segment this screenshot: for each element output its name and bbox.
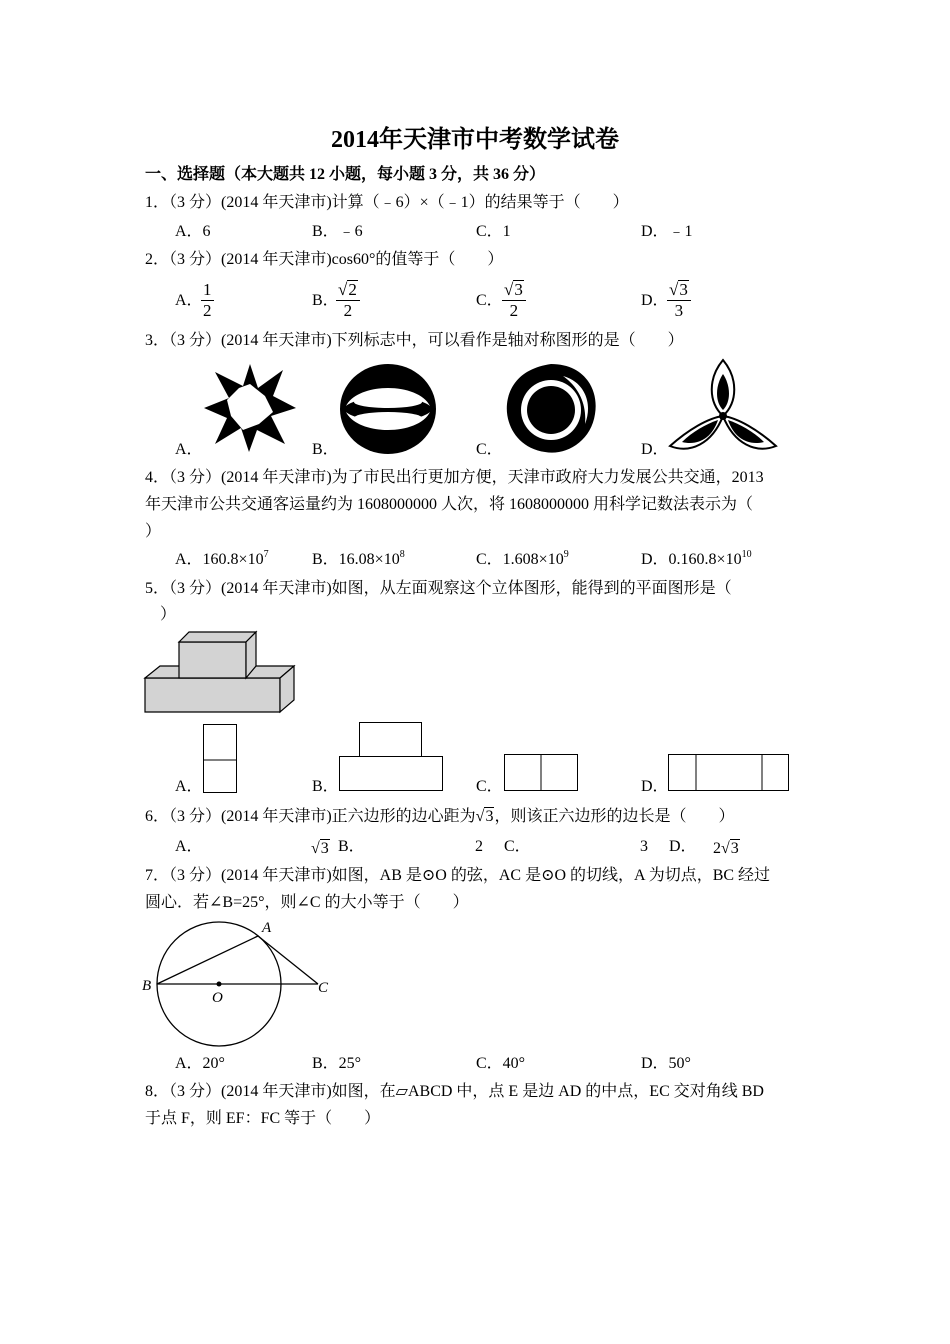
q2-fraction-c <box>502 280 526 321</box>
denominator: 2 <box>343 301 353 320</box>
question-5-line1: 5．（3 分）(2014 年天津市)如图，从左面观察这个立体图形，能得到的平面图形是（ <box>145 580 732 597</box>
logo-a-star-pinwheel <box>203 362 297 454</box>
question-4-line3: ） <box>145 523 162 540</box>
q5-label-c: C． <box>476 778 503 795</box>
question-5-line2: ） <box>160 606 177 623</box>
q4-option-a <box>175 549 269 568</box>
q3-label-d: D． <box>641 441 669 458</box>
q6-value-a <box>311 839 330 858</box>
q3-label-a: A． <box>175 441 203 458</box>
radicand: 3 <box>514 280 523 299</box>
question-6 <box>145 807 734 826</box>
q6-label-a: A． <box>175 838 203 855</box>
q6-label-b: B． <box>338 838 365 855</box>
denominator: 3 <box>674 301 684 320</box>
radicand: 2 <box>348 280 357 299</box>
question-7-line2: 圆心．若∠B=25°，则∠C 的大小等于（ ） <box>145 894 469 911</box>
logo-c-swirl-circle <box>503 362 599 456</box>
logo-d-three-petals <box>668 358 778 456</box>
q2-fraction-b <box>336 280 360 321</box>
q5-view-d <box>668 754 792 792</box>
sqrt-sign: √ <box>311 840 320 857</box>
question-7-line1: 7．（3 分）(2014 年天津市)如图，AB 是⊙O 的弦，AC 是⊙O 的切线，A 为切点，BC 经过 <box>145 867 771 884</box>
q2-label-d: D． <box>641 292 669 309</box>
q6-label-c: C． <box>504 838 531 855</box>
q4-option-b <box>312 549 405 568</box>
question-4-line2: 年天津市公共交通客运量约为 1608000000 人次，将 1608000000 用科学记数法表示为（ <box>145 496 754 513</box>
option-text: C．1.608×10 <box>476 551 564 568</box>
sqrt-sign: √ <box>504 280 514 299</box>
q1-option-b: B．﹣6 <box>312 223 363 240</box>
question-2: 2．（3 分）(2014 年天津市)cos60°的值等于（ ） <box>145 251 504 268</box>
q6-value-d <box>713 839 740 858</box>
q7-option-a: A．20° <box>175 1055 225 1072</box>
sqrt-sign: √ <box>475 808 485 825</box>
question-8-line2: 于点 F，则 EF：FC 等于（ ） <box>145 1110 381 1127</box>
sqrt-sign: √ <box>338 280 348 299</box>
q5-label-b: B． <box>312 778 339 795</box>
exponent: 10 <box>741 549 752 560</box>
denominator: 2 <box>203 301 212 320</box>
radicand: 3 <box>485 808 494 825</box>
numerator <box>336 280 360 301</box>
q2-fraction-d <box>667 280 691 321</box>
sqrt-sign: √ <box>721 840 730 857</box>
section-heading: 一、选择题（本大题共 12 小题，每小题 3 分，共 36 分） <box>145 166 546 183</box>
q1-option-c: C．1 <box>476 223 511 240</box>
q2-label-a: A． <box>175 292 203 309</box>
question-8-line1: 8．（3 分）(2014 年天津市)如图，在▱ABCD 中，点 E 是边 AD 的中点，EC 交对角线 BD <box>145 1083 764 1100</box>
sqrt-sign: √ <box>669 280 679 299</box>
q2-fraction-a <box>201 280 214 321</box>
option-text: D．0.160.8×10 <box>641 551 742 568</box>
q6-label-d: D． <box>669 838 697 855</box>
q6-stem-post: ，则该正六边形的边长是（ ） <box>494 808 735 825</box>
denominator: 2 <box>509 301 519 320</box>
q3-label-c: C． <box>476 441 503 458</box>
q2-label-c: C． <box>476 292 503 309</box>
q1-option-a: A．6 <box>175 223 211 240</box>
page-title: 2014年天津市中考数学试卷 <box>331 127 619 153</box>
q6-value-b: 2 <box>475 838 483 855</box>
numerator: 1 <box>203 280 212 299</box>
question-1: 1．（3 分）(2014 年天津市)计算（﹣6）×（﹣1）的结果等于（ ） <box>145 194 629 211</box>
exponent: 7 <box>263 549 269 560</box>
q2-label-b: B． <box>312 292 339 309</box>
radicand: 3 <box>320 840 329 857</box>
q1-option-d: D．﹣1 <box>641 223 693 240</box>
radicand: 3 <box>730 840 739 857</box>
q6-stem-pre: 6．（3 分）(2014 年天津市)正六边形的边心距为 <box>145 808 476 825</box>
solid-figure <box>144 630 296 716</box>
q5-label-d: D． <box>641 778 669 795</box>
q4-option-c <box>476 549 569 568</box>
point-b-label: B <box>142 978 152 994</box>
numerator <box>667 280 691 301</box>
option-text: A．160.8×10 <box>175 551 264 568</box>
q5-view-c <box>504 754 580 792</box>
point-o-label: O <box>212 990 223 1006</box>
q7-option-c: C．40° <box>476 1055 526 1072</box>
numerator <box>502 280 526 301</box>
q3-label-b: B． <box>312 441 339 458</box>
q5-view-a <box>203 724 239 794</box>
exponent: 8 <box>399 549 405 560</box>
q7-option-d: D．50° <box>641 1055 691 1072</box>
radicand: 3 <box>679 280 688 299</box>
logo-b-ellipse-rings <box>338 362 438 456</box>
option-text: B．16.08×10 <box>312 551 400 568</box>
question-3: 3．（3 分）(2014 年天津市)下列标志中，可以看作是轴对称图形的是（ ） <box>145 332 684 349</box>
q4-option-d <box>641 549 752 568</box>
q5-view-b <box>339 722 445 792</box>
q5-label-a: A． <box>175 778 203 795</box>
point-c-label: C <box>318 980 329 996</box>
point-a-label: A <box>262 920 272 936</box>
circle-tangent-figure <box>140 918 340 1048</box>
q6-value-c: 3 <box>640 838 648 855</box>
question-4-line1: 4．（3 分）(2014 年天津市)为了市民出行更加方便，天津市政府大力发展公共交通，2013 <box>145 469 764 486</box>
exponent: 9 <box>563 549 569 560</box>
q7-option-b: B．25° <box>312 1055 362 1072</box>
coefficient: 2 <box>713 840 721 857</box>
